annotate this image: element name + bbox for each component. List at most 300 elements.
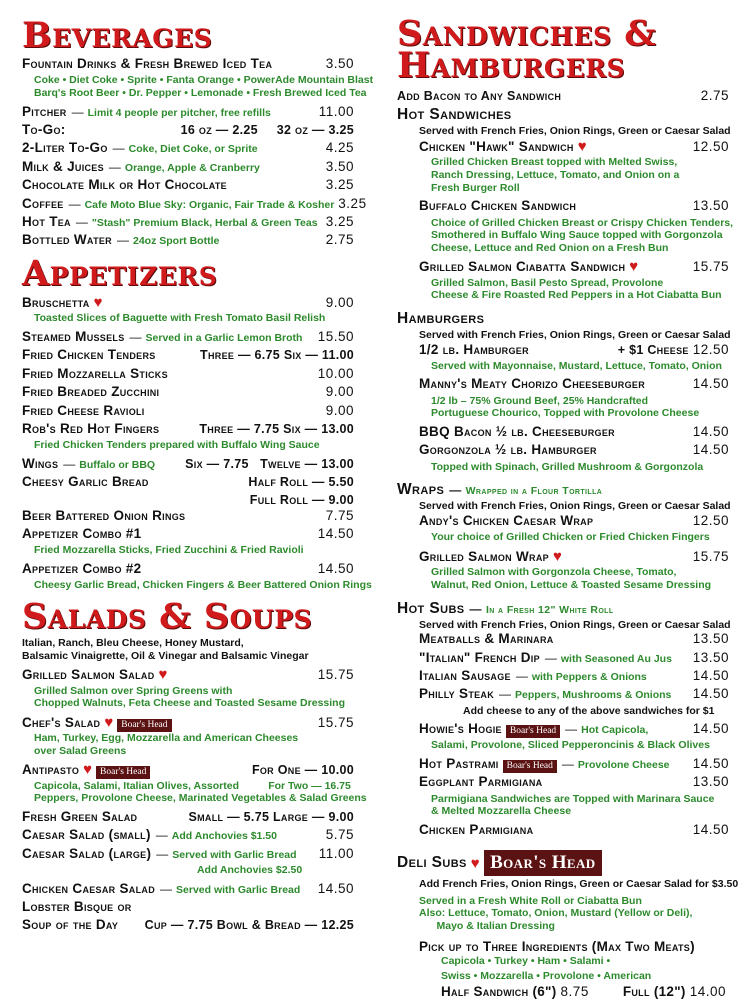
- item-row: [22, 366, 354, 384]
- item-row: [22, 122, 354, 140]
- item-name: 2-Liter To-Go: [22, 140, 108, 156]
- heart-icon: ♥: [577, 137, 587, 155]
- menu-item-fresh-green-salad: [22, 809, 354, 827]
- item-note: Served with Garlic Bread: [172, 848, 297, 861]
- item-name: Bottled Water: [22, 232, 112, 248]
- item-row: [22, 104, 354, 122]
- subsection-deli-subs: [397, 848, 739, 1006]
- item-row: [22, 403, 354, 421]
- item-note: Peppers, Mushrooms & Onions: [515, 689, 672, 702]
- item-name: Chicken "Hawk" Sandwich: [419, 138, 574, 154]
- menu-item-andy-s-chicken-caesar-wrap: [419, 513, 729, 548]
- title-line: Sandwiches &: [397, 13, 657, 54]
- deli-description: Served in a Fresh White Roll or Ciabatta Bun: [419, 894, 642, 907]
- deli-ingredients: Swiss • Mozzarella • Provolone • American: [441, 970, 652, 983]
- item-name: Chef's Salad: [22, 714, 101, 730]
- menu-item-grilled-salmon-wrap: [419, 548, 729, 596]
- dash: —: [469, 601, 482, 616]
- dash: —: [561, 756, 574, 771]
- section-intro: Italian, Ranch, Bleu Cheese, Honey Mustard,: [22, 637, 244, 649]
- item-options: Small — 5.75 Large — 9.00: [188, 809, 354, 824]
- item-name: Soup of the Day: [22, 917, 119, 933]
- item-description: Cheese & Fire Roasted Red Peppers in a Hot Ciabatta Bun: [431, 289, 722, 302]
- item-price: 14.50: [317, 526, 354, 542]
- boars-head-logo: Boar's Head: [484, 850, 601, 876]
- add-bacon-row: [397, 88, 729, 106]
- item-note: "Stash" Premium Black, Herbal & Green Teas: [91, 216, 318, 229]
- item-price: 14.50: [692, 755, 729, 771]
- item-description: Salami, Provolone, Sliced Pepperoncinis & Black Olives: [431, 739, 710, 752]
- menu-item-caesar-salad-small: [22, 827, 354, 845]
- dash: —: [68, 196, 81, 211]
- item-price: 15.75: [692, 549, 729, 565]
- subsection-hot-sandwiches: [397, 106, 734, 310]
- menu-item-fried-mozzarella-sticks: [22, 366, 354, 384]
- item-options: Three — 6.75 Six — 11.00: [200, 348, 354, 363]
- item-name: Antipasto: [22, 762, 80, 778]
- item-name: Appetizer Combo #1: [22, 526, 142, 542]
- item-row: [22, 140, 354, 158]
- item-description: & Melted Mozzarella Cheese: [431, 805, 572, 818]
- dash: —: [565, 721, 578, 736]
- item-row: [22, 195, 367, 214]
- item-name: Gorgonzola ½ lb. Hamburger: [419, 442, 597, 458]
- subsection-heading: [397, 600, 729, 619]
- subsection-title: Deli Subs: [397, 854, 467, 872]
- subsection-title: Wraps: [397, 481, 445, 499]
- item-row: [22, 666, 354, 684]
- item-description: Fresh Burger Roll: [431, 181, 520, 194]
- item-description: Parmigiana Sandwiches are Topped with Marinara Sauce: [431, 792, 715, 805]
- item-row: [419, 631, 729, 649]
- item-price: 4.25: [325, 140, 354, 156]
- item-price: 14.50: [692, 686, 729, 702]
- item-name: Grilled Salmon Ciabatta Sandwich: [419, 259, 626, 275]
- item-price: 13.50: [692, 631, 729, 647]
- item-price: 11.00: [318, 103, 354, 119]
- item-description: Barq's Root Beer • Dr. Pepper • Lemonade • Fresh Brewed Iced Tea: [34, 86, 367, 99]
- menu-item-lobster-bisque-or: [22, 899, 354, 917]
- subsection-hot-subs: [397, 600, 729, 845]
- item-price: 14.50: [692, 376, 729, 392]
- subsection-items: [397, 513, 729, 596]
- menu-item-fried-cheese-ravioli: [22, 403, 354, 421]
- menu-item-buffalo-chicken-sandwich: [419, 198, 734, 258]
- item-name: Howie's Hogie: [419, 720, 502, 736]
- item-row: [22, 421, 354, 439]
- item-price: 11.00: [318, 845, 354, 861]
- subsection-note: Wrapped in a Flour Tortilla: [465, 485, 603, 498]
- item-price: 13.50: [692, 774, 729, 790]
- item-name: Grilled Salmon Wrap: [419, 549, 549, 565]
- item-row: [22, 347, 354, 365]
- item-name: Lobster Bisque or: [22, 899, 132, 915]
- item-price: 5.75: [325, 827, 354, 843]
- item-name: Hot Tea: [22, 213, 71, 229]
- menu-item-bbq-bacon-lb-cheeseburger: [419, 424, 729, 442]
- dash: —: [129, 329, 142, 344]
- item-name: Caesar Salad (small): [22, 827, 151, 843]
- item-row: [419, 822, 729, 840]
- menu-item-soup-of-the-day: [22, 917, 354, 935]
- item-name: Cheesy Garlic Bread: [22, 474, 149, 490]
- item-price: 15.75: [317, 714, 354, 730]
- item-name: Meatballs & Marinara: [419, 631, 554, 647]
- deli-prices: [397, 984, 729, 1006]
- menu-item-rob-s-red-hot-fingers: [22, 421, 354, 456]
- dash: —: [544, 650, 557, 665]
- item-description: Capicola, Salami, Italian Olives, Assorted For Two — 16.75: [34, 779, 351, 792]
- item-row: [22, 508, 354, 526]
- dash: —: [116, 233, 129, 248]
- half-price: 8.75: [560, 984, 589, 1000]
- boars-head-logo: Boar's Head: [96, 766, 150, 779]
- deli-ingredients: Capicola • Turkey • Ham • Salami •: [441, 955, 611, 968]
- item-price: 14.50: [692, 720, 729, 736]
- heart-icon: ♥: [104, 713, 114, 731]
- menu-item-pitcher: [22, 104, 354, 122]
- menu-item-hot-tea: [22, 214, 354, 232]
- item-name: Fountain Drinks & Fresh Brewed Iced Tea: [22, 56, 273, 71]
- item-description: Coke • Diet Coke • Sprite • Fanta Orange • PowerAde Mountain Blast: [34, 74, 374, 87]
- item-price: 3.25: [325, 213, 354, 229]
- item-name: Eggplant Parmigiana: [419, 774, 543, 790]
- item-price: 14.50: [692, 821, 729, 837]
- subsection-heading: [397, 481, 729, 500]
- section-appetizers: [22, 253, 372, 596]
- subsection-intro: Served with French Fries, Onion Rings, Green or Caesar Salad: [419, 618, 731, 631]
- item-note: Cafe Moto Blue Sky: Organic, Fair Trade & Kosher: [84, 198, 335, 211]
- menu-item-grilled-salmon-salad: [22, 666, 354, 714]
- heart-icon: ♥: [158, 666, 168, 684]
- item-name: Philly Steak: [419, 686, 495, 702]
- subsection-hamburgers: [397, 310, 729, 482]
- menu-item-2-liter-to-go: [22, 140, 354, 158]
- item-name: Steamed Mussels: [22, 328, 125, 344]
- deli-pick: [397, 932, 729, 954]
- item-options: Three — 7.75 Six — 13.00: [199, 421, 354, 436]
- section-title: Appetizers: [22, 253, 218, 294]
- section-beverages: [22, 15, 374, 251]
- boars-head-logo: Boar's Head: [117, 719, 171, 732]
- menu-item-wings: [22, 456, 354, 474]
- deli-description: Also: Lettuce, Tomato, Onion, Mustard (Yellow or Deli),: [419, 907, 693, 920]
- item-price: 13.50: [692, 649, 729, 665]
- subsection-title: Hamburgers: [397, 309, 485, 327]
- subsection-intro: Served with French Fries, Onion Rings, Green or Caesar Salad: [419, 125, 731, 138]
- item-price: 15.75: [317, 667, 354, 683]
- item-note: Add Anchovies $1.50: [171, 830, 277, 843]
- item-description: Cheesy Garlic Bread, Chicken Fingers & Beer Battered Onion Rings: [34, 579, 372, 592]
- item-name: Add Bacon to Any Sandwich: [397, 89, 562, 103]
- menu-item-meatballs-marinara: [419, 631, 729, 649]
- item-note: 24oz Sport Bottle: [132, 235, 220, 248]
- item-price: 3.50: [325, 56, 354, 71]
- item-description: Choice of Grilled Chicken Breast or Crispy Chicken Tenders,: [431, 216, 734, 229]
- dash: —: [63, 456, 76, 471]
- subsection-note: In a Fresh 12" White Roll: [485, 603, 614, 616]
- menu-item-manny-s-meaty-chorizo-cheeseburger: [419, 376, 729, 424]
- item-price: 14.50: [692, 442, 729, 458]
- title-line: Hamburgers: [397, 45, 626, 86]
- item-name: Manny's Meaty Chorizo Cheeseburger: [419, 376, 646, 392]
- menu-item-chef-s-salad: [22, 714, 354, 762]
- item-name: Pitcher: [22, 103, 67, 119]
- menu-item-howie-s-hogie: [419, 721, 729, 756]
- item-options: 16 oz — 2.25 32 oz — 3.25: [180, 122, 354, 137]
- item-note: Orange, Apple & Cranberry: [124, 161, 260, 174]
- item-note: Hot Capicola,: [581, 723, 649, 736]
- deli-pick-label: Pick up to Three Ingredients (Max Two Meats): [419, 939, 695, 955]
- item-row: [22, 294, 354, 312]
- item-row: [419, 774, 729, 792]
- menu-item-hot-pastrami: [419, 756, 729, 774]
- item-row: [22, 56, 354, 74]
- item-row: [22, 561, 354, 579]
- item-name: Chocolate Milk or Hot Chocolate: [22, 177, 227, 193]
- item-description: Topped with Spinach, Grilled Mushroom & Gorgonzola: [431, 460, 704, 473]
- dash: —: [160, 881, 173, 896]
- menu-item-coffee: [22, 195, 367, 214]
- item-row: [419, 342, 729, 360]
- item-row: [22, 809, 354, 827]
- item-note: Provolone Cheese: [577, 758, 670, 771]
- item-price: 15.75: [692, 259, 729, 275]
- item-price: 9.00: [325, 384, 354, 400]
- item-row: [419, 258, 729, 276]
- item-row: [22, 384, 354, 402]
- item-options: + $1 Cheese: [617, 342, 689, 357]
- item-row: [419, 424, 729, 442]
- item-description: Grilled Salmon with Gorgonzola Cheese, Tomato,: [431, 566, 677, 579]
- item-price: 14.50: [317, 880, 354, 896]
- item-name: 1/2 lb. Hamburger: [419, 341, 529, 357]
- menu-item-caesar-salad-large: [22, 846, 354, 881]
- menu-item-bottled-water: [22, 232, 354, 250]
- item-row: [22, 827, 354, 845]
- section-title: Salads & Soups: [22, 596, 313, 637]
- dash: —: [71, 104, 84, 119]
- item-name: Coffee: [22, 195, 64, 211]
- item-name: Fresh Green Salad: [22, 808, 138, 824]
- item-description: Grilled Salmon over Spring Greens with: [34, 684, 233, 697]
- deli-intro: Add French Fries, Onion Rings, Green or Caesar Salad for $3.50: [419, 878, 739, 891]
- menu-item-chocolate-milk-or-hot-chocolate: [22, 177, 354, 195]
- item-options: Six — 7.75 Twelve — 13.00: [185, 456, 354, 471]
- item-name: BBQ Bacon ½ lb. Cheeseburger: [419, 424, 615, 440]
- item-row: [419, 756, 729, 774]
- subsection-intro: Served with French Fries, Onion Rings, Green or Caesar Salad: [419, 328, 731, 341]
- item-name: Fried Cheese Ravioli: [22, 402, 145, 418]
- item-price: 12.50: [692, 138, 729, 154]
- menu-item-gorgonzola-lb-hamburger: [419, 442, 729, 477]
- full-label: Full (12"): [622, 984, 686, 1000]
- item-row: [419, 721, 729, 739]
- dash: —: [515, 668, 528, 683]
- item-note: Served in a Garlic Lemon Broth: [145, 331, 303, 344]
- item-row: [419, 198, 729, 216]
- item-name: To-Go:: [22, 121, 66, 137]
- full-price: 14.00: [689, 984, 727, 1000]
- menu-item-italian-sausage: [419, 668, 729, 686]
- item-name: Caesar Salad (large): [22, 845, 152, 861]
- menu-item-milk-juices: [22, 159, 354, 177]
- item-price: 14.50: [317, 561, 354, 577]
- dash: —: [156, 846, 169, 861]
- item-row: [22, 846, 354, 864]
- item-options: Half Roll — 5.50: [248, 475, 354, 490]
- menu-item-eggplant-parmigiana: [419, 774, 729, 822]
- item-row: [22, 881, 354, 899]
- item-name: "Italian" French Dip: [419, 649, 540, 665]
- menu-item-fountain-drinks-fresh-brewed-iced-tea: [22, 56, 374, 104]
- item-description: Toasted Slices of Baguette with Fresh Tomato Basil Relish: [34, 312, 326, 325]
- item-name: Chicken Caesar Salad: [22, 880, 156, 896]
- subsection-intro: Served with French Fries, Onion Rings, Green or Caesar Salad: [419, 500, 731, 513]
- item-description: Grilled Salmon, Basil Pesto Spread, Provolone: [431, 276, 664, 289]
- item-row: [419, 650, 729, 668]
- item-options: For One — 10.00: [251, 763, 354, 778]
- spacer: [397, 840, 729, 844]
- menu-item-chicken-caesar-salad: [22, 881, 354, 899]
- item-price: 9.00: [325, 295, 354, 310]
- item-description: Grilled Chicken Breast topped with Melted Swiss,: [431, 156, 678, 169]
- subsection-wraps: [397, 481, 729, 599]
- item-name: Bruschetta: [22, 295, 90, 310]
- dash: —: [449, 483, 462, 498]
- menu-item-steamed-mussels: [22, 329, 354, 347]
- item-description: Peppers, Provolone Cheese, Marinated Vegetables & Salad Greens: [34, 792, 367, 805]
- item-price: 9.00: [325, 402, 354, 418]
- item-price: 3.25: [338, 195, 367, 211]
- dash: —: [499, 687, 512, 702]
- item-name: Italian Sausage: [419, 667, 511, 683]
- menu-item-appetizer-combo-2: [22, 561, 372, 596]
- subsection-title: Hot Subs: [397, 599, 465, 617]
- item-description: Your choice of Grilled Chicken or Fried Chicken Fingers: [431, 531, 710, 544]
- item-description: Ham, Turkey, Egg, Mozzarella and American Cheeses: [34, 732, 299, 745]
- item-price: 14.50: [692, 667, 729, 683]
- dash: —: [75, 214, 88, 229]
- subsection-items: [397, 342, 729, 478]
- item-row: [22, 526, 354, 544]
- item-name: Buffalo Chicken Sandwich: [419, 198, 577, 214]
- item-price: 3.25: [325, 177, 354, 193]
- item-row: [22, 474, 354, 492]
- item-description: Served with Mayonnaise, Mustard, Lettuce, Tomato, Onion: [431, 359, 722, 372]
- menu-item-beer-battered-onion-rings: [22, 508, 354, 526]
- item-description: Chopped Walnuts, Feta Cheese and Toasted Sesame Dressing: [34, 697, 345, 710]
- item-price: 12.50: [692, 341, 729, 357]
- section-intro: Balsamic Vinaigrette, Oil & Vinegar and Balsamic Vinegar: [22, 649, 309, 662]
- item-row: [419, 686, 729, 704]
- item-name: Milk & Juices: [22, 158, 104, 174]
- item-name: Wings: [22, 455, 59, 471]
- item-price: 14.50: [692, 424, 729, 440]
- item-name: Beer Battered Onion Rings: [22, 507, 186, 523]
- item-note: Buffalo or BBQ: [79, 458, 156, 471]
- item-description: 1/2 lb – 75% Ground Beef, 25% Handcrafted: [431, 394, 649, 407]
- item-price: 3.50: [325, 158, 354, 174]
- menu-item-1-2-lb-hamburger: [419, 342, 729, 377]
- item-description: Smothered in Buffalo Wing Sauce topped with Gorgonzola: [431, 229, 723, 242]
- item-name: Chicken Parmigiana: [419, 821, 534, 837]
- item-description: Cheese, Lettuce and Red Onion on a Fresh Bun: [431, 241, 669, 254]
- item-price: 2.75: [325, 232, 354, 248]
- item-row: [22, 329, 354, 347]
- item-note: with Peppers & Onions: [531, 670, 647, 683]
- item-price: 13.50: [692, 198, 729, 214]
- item-price: 10.00: [317, 365, 354, 381]
- item-row: [419, 513, 729, 531]
- subsection-title: Hot Sandwiches: [397, 106, 512, 124]
- subsection-items: [397, 137, 734, 306]
- menu-item-fried-breaded-zucchini: [22, 384, 354, 402]
- item-row: [22, 714, 354, 732]
- right-column: [397, 13, 739, 1006]
- item-row: [22, 899, 354, 917]
- item-note: Limit 4 people per pitcher, free refills: [87, 106, 271, 119]
- section-title: Beverages: [22, 15, 213, 56]
- item-price: 15.50: [317, 328, 354, 344]
- item-row: [22, 159, 354, 177]
- item-row: [419, 138, 729, 156]
- heart-icon: ♥: [629, 258, 639, 276]
- item-name: Hot Pastrami: [419, 755, 499, 771]
- footnote: Add cheese to any of the above sandwiches for $1: [463, 704, 715, 717]
- item-price: 7.75: [325, 507, 354, 523]
- item-name: Fried Chicken Tenders: [22, 347, 156, 363]
- menu-item-bruschetta: [22, 294, 354, 329]
- menu-item-cheesy-garlic-bread: [22, 474, 354, 507]
- item-row: [22, 456, 354, 474]
- menu-item-grilled-salmon-ciabatta-sandwich: [419, 258, 729, 306]
- menu-item-antipasto: [22, 761, 367, 809]
- item-description: Add Anchovies $2.50: [34, 864, 303, 877]
- item-row: [419, 376, 729, 394]
- item-row: [22, 232, 354, 250]
- item-row: [22, 917, 354, 935]
- subsection-heading: [397, 310, 729, 329]
- item-description: Ranch Dressing, Lettuce, Tomato, and Onion on a: [431, 168, 680, 181]
- menu-item-fried-chicken-tenders: [22, 347, 354, 365]
- item-price: 2.75: [700, 88, 729, 103]
- item-note: with Seasoned Au Jus: [560, 652, 672, 665]
- item-row: [419, 442, 729, 460]
- item-note: Served with Garlic Bread: [176, 883, 301, 896]
- item-name: Andy's Chicken Caesar Wrap: [419, 513, 594, 529]
- item-description: Walnut, Red Onion, Lettuce & Toasted Sesame Dressing: [431, 579, 712, 591]
- item-price: 12.50: [692, 513, 729, 529]
- menu-item-chicken-hawk-sandwich: [419, 138, 729, 198]
- item-name: Grilled Salmon Salad: [22, 667, 155, 683]
- subsection-items: [397, 631, 729, 840]
- item-row: [419, 548, 729, 566]
- item-options: Full Roll — 9.00: [249, 492, 354, 507]
- heart-icon: ♥: [93, 294, 103, 311]
- boars-head-logo: Boar's Head: [503, 760, 557, 773]
- item-row: [22, 177, 354, 195]
- menu-item-italian-french-dip: [419, 650, 729, 668]
- menu-item-philly-steak: [419, 686, 729, 704]
- heart-icon: ♥: [470, 854, 481, 872]
- heart-icon: ♥: [552, 548, 562, 566]
- subsection-heading: [397, 106, 729, 125]
- menu-item-to-go: [22, 122, 354, 140]
- half-label: Half Sandwich (6"): [441, 984, 557, 1000]
- item-row: [22, 214, 354, 232]
- item-name: Appetizer Combo #2: [22, 561, 142, 577]
